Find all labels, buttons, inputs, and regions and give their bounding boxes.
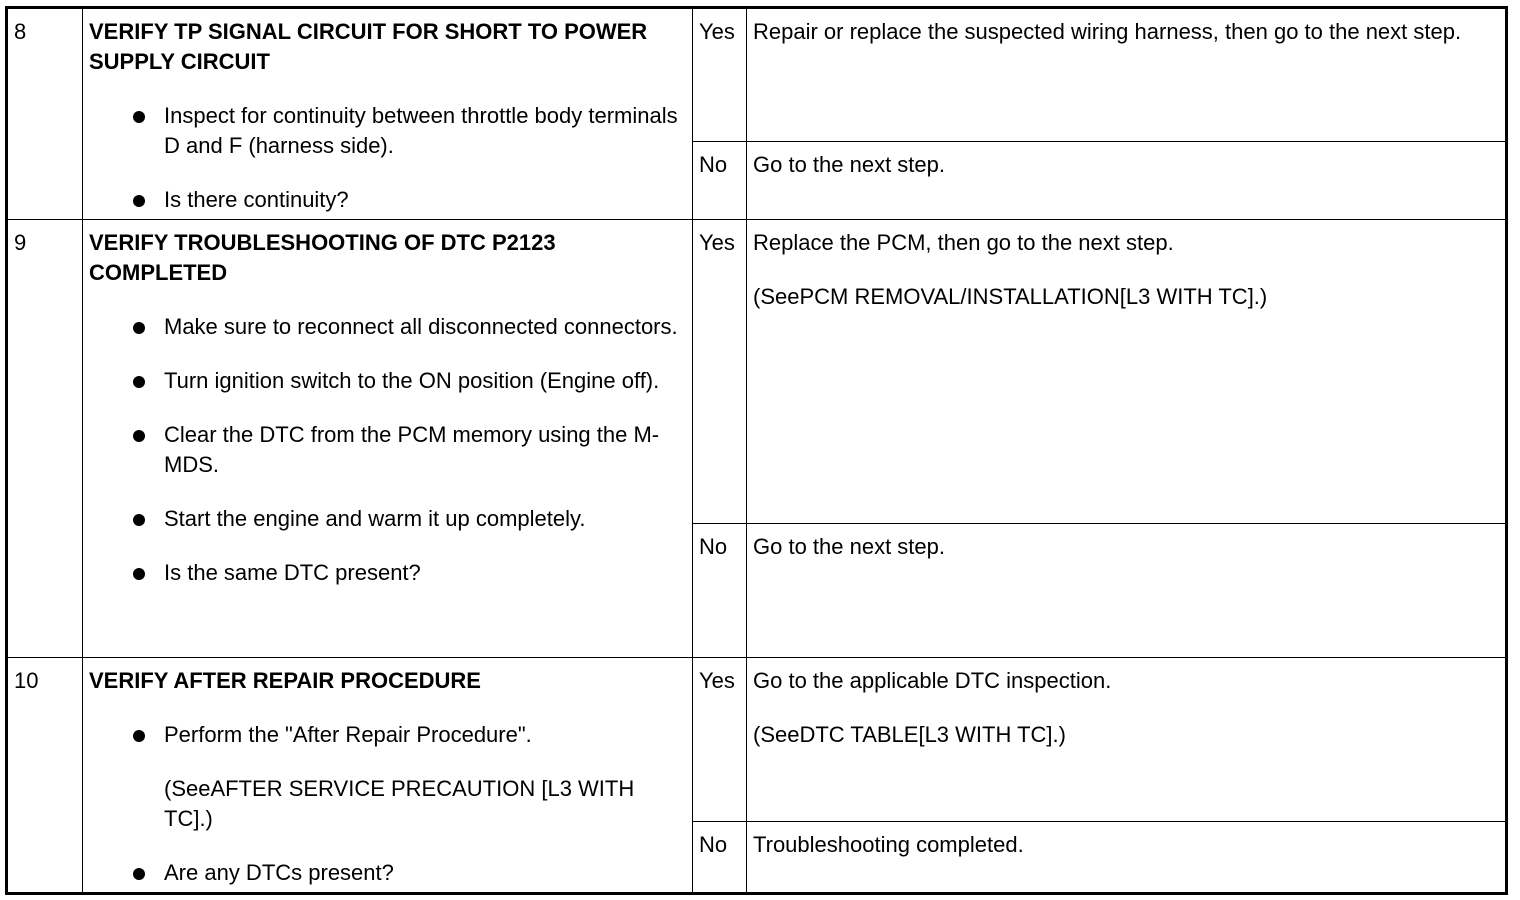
result-yes-detail [747, 220, 1507, 524]
result-yes-label: Yes [693, 220, 747, 524]
action-list [89, 858, 686, 888]
action-item: Turn ignition switch to the ON position (Engine off). [89, 366, 686, 396]
action-item: Are any DTCs present? [89, 858, 686, 888]
result-no-label: No [693, 524, 747, 658]
result-no-label: No [693, 142, 747, 220]
result-text: Repair or replace the suspected wiring harness, then go to the next step. [753, 19, 1462, 44]
result-yes-label: Yes [693, 8, 747, 142]
result-text: Replace the PCM, then go to the next step. [753, 230, 1174, 255]
result-no-detail [747, 524, 1507, 658]
result-yes-label: Yes [693, 658, 747, 822]
reference-link[interactable]: (SeePCM REMOVAL/INSTALLATION[L3 WITH TC].) [753, 284, 1268, 309]
reference-link[interactable]: (SeeDTC TABLE[L3 WITH TC].) [753, 722, 1066, 747]
step-title: VERIFY AFTER REPAIR PROCEDURE [89, 668, 481, 693]
action-item: Start the engine and warm it up completely. [89, 504, 686, 534]
diagnostic-procedure-table [5, 6, 1508, 895]
result-text: Go to the next step. [753, 152, 946, 177]
result-no-detail [747, 142, 1507, 220]
result-text: Go to the next step. [753, 534, 946, 559]
reference-link[interactable]: (SeeAFTER SERVICE PRECAUTION [L3 WITH TC].) [164, 776, 635, 831]
action-list [89, 312, 686, 588]
step-action-cell [83, 658, 693, 894]
result-no-detail [747, 822, 1507, 894]
step-9-yes-row [7, 220, 1507, 524]
step-10-yes-row [7, 658, 1507, 822]
result-text: Troubleshooting completed. [753, 832, 1024, 857]
action-list [89, 101, 686, 215]
action-item: Perform the "After Repair Procedure". [89, 720, 686, 750]
action-item: Is there continuity? [89, 185, 686, 215]
action-item: Clear the DTC from the PCM memory using the M-MDS. [89, 420, 686, 480]
result-yes-detail [747, 8, 1507, 142]
action-item: Inspect for continuity between throttle body terminals D and F (harness side). [89, 101, 686, 161]
result-text: Go to the applicable DTC inspection. [753, 668, 1112, 693]
result-yes-detail [747, 658, 1507, 822]
step-number: 8 [7, 8, 83, 220]
result-no-label: No [693, 822, 747, 894]
action-item: Make sure to reconnect all disconnected connectors. [89, 312, 686, 342]
step-title: VERIFY TROUBLESHOOTING OF DTC P2123 COMPLETED [89, 230, 556, 285]
step-title: VERIFY TP SIGNAL CIRCUIT FOR SHORT TO POWER SUPPLY CIRCUIT [89, 19, 648, 74]
step-number: 10 [7, 658, 83, 894]
action-list [89, 720, 686, 750]
step-action-cell [83, 220, 693, 658]
step-number: 9 [7, 220, 83, 658]
action-item: Is the same DTC present? [89, 558, 686, 588]
step-action-cell [83, 8, 693, 220]
step-8-yes-row [7, 8, 1507, 142]
